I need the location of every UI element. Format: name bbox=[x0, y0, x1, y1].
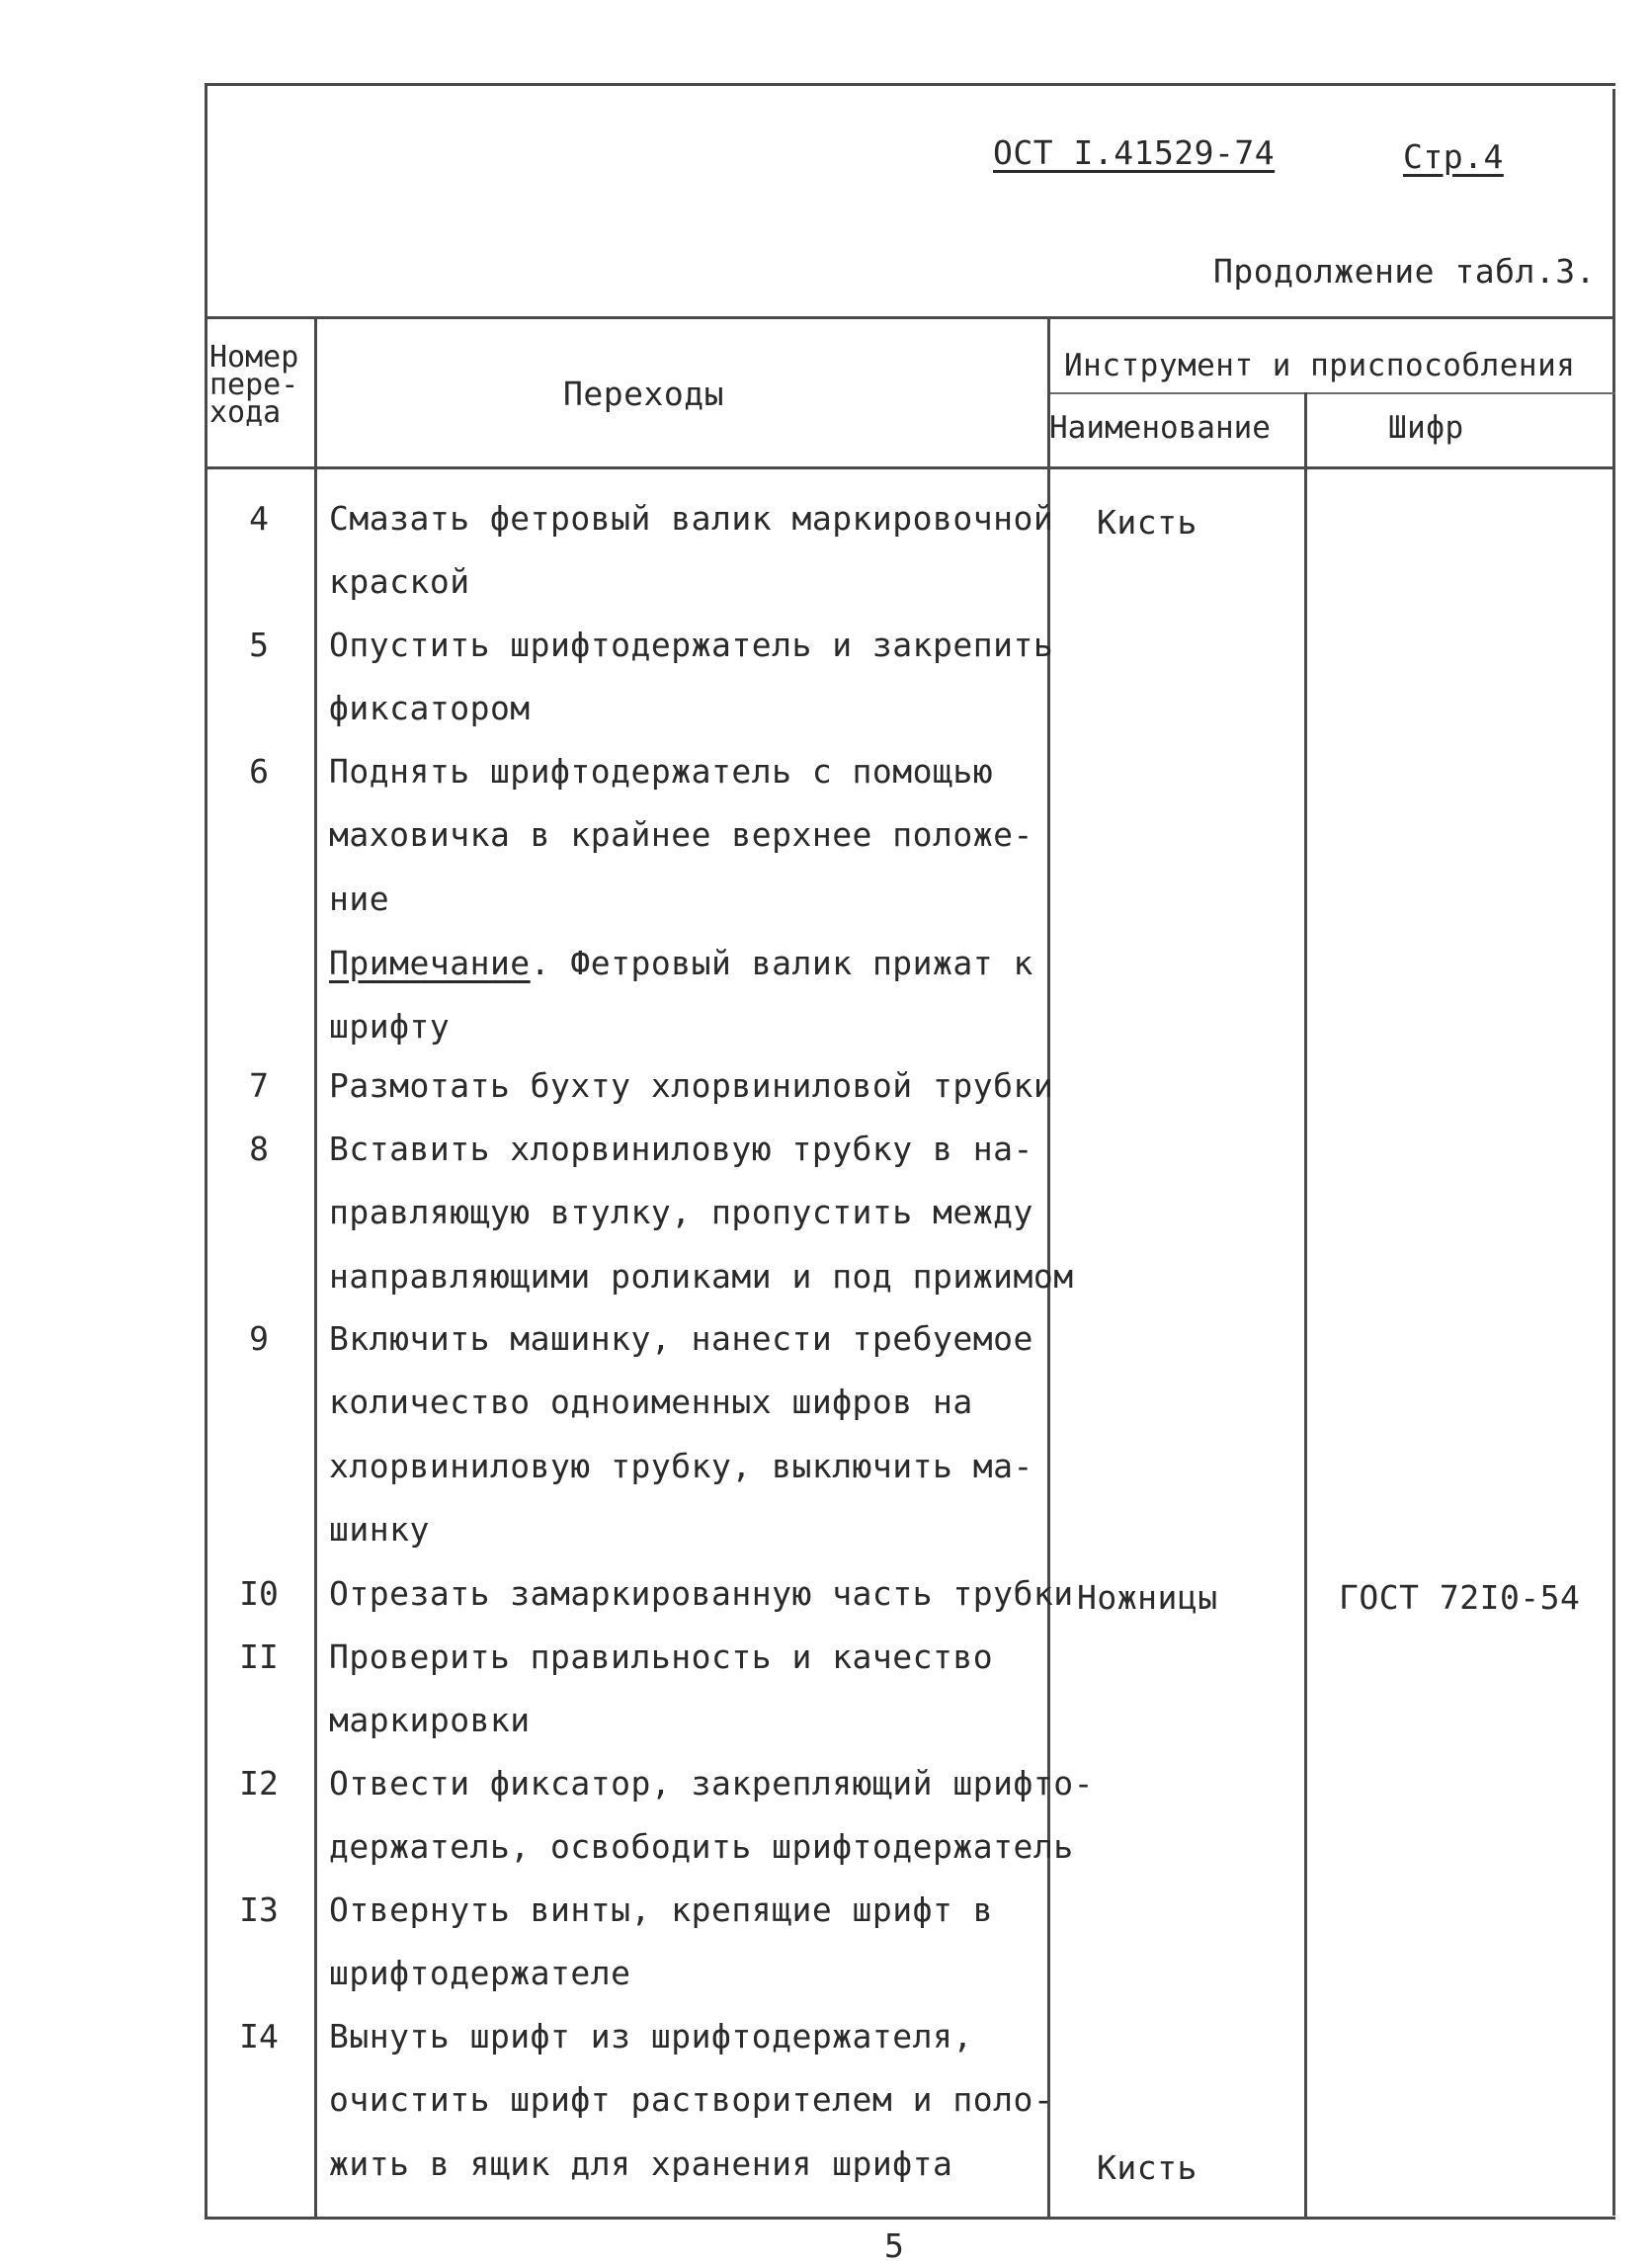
note-label: Примечание bbox=[329, 944, 531, 982]
table-continuation: Продолжение табл.3. bbox=[1213, 252, 1596, 291]
transition-line bbox=[329, 944, 1033, 982]
transition-line: шрифтодержателе bbox=[329, 1954, 631, 1993]
transition-line: Поднять шрифтодержатель с помощью bbox=[329, 752, 994, 791]
transition-line: Включить машинку, нанести требуемое bbox=[329, 1319, 1033, 1358]
frame-bottom bbox=[205, 2217, 1615, 2220]
row-number: 9 bbox=[249, 1319, 269, 1358]
header-tools-group: Инструмент и приспособления bbox=[1064, 348, 1576, 383]
table-top-rule bbox=[205, 316, 1615, 319]
tools-subheader-rule bbox=[1047, 392, 1615, 394]
header-tool-name: Наименование bbox=[1049, 410, 1271, 446]
row-number: II bbox=[239, 1637, 279, 1676]
note-text: . Фетровый валик прижат к bbox=[530, 944, 1033, 982]
tool-code: ГОСТ 72I0-54 bbox=[1339, 1578, 1581, 1617]
transition-line: направляющими роликами и под прижимом bbox=[329, 1256, 1074, 1296]
header-tool-code: Шифр bbox=[1388, 410, 1464, 446]
transition-line: ние bbox=[329, 879, 390, 918]
transition-line: шинку bbox=[329, 1509, 430, 1549]
row-number: 8 bbox=[249, 1130, 269, 1168]
tool-name: Кисть bbox=[1097, 503, 1198, 542]
transition-line: Отрезать замаркированную часть трубки bbox=[329, 1574, 1074, 1613]
frame-right bbox=[1612, 89, 1615, 2216]
transition-line: маховичка в крайнее верхнее положе- bbox=[329, 815, 1033, 855]
row-number: 5 bbox=[249, 626, 269, 664]
transition-line: Размотать бухту хлорвиниловой трубки bbox=[329, 1066, 1054, 1105]
header-number-line-2: пере- bbox=[209, 368, 299, 402]
page-label: Стр.4 bbox=[1403, 137, 1504, 176]
transition-line: очистить шрифт растворителем и поло- bbox=[329, 2080, 1054, 2120]
row-number: I0 bbox=[239, 1574, 279, 1613]
transition-line: Смазать фетровый валик маркировочной bbox=[329, 499, 1054, 538]
frame-left bbox=[205, 83, 207, 2220]
transition-line: Вставить хлорвиниловую трубку в на- bbox=[329, 1130, 1033, 1168]
transition-line: правляющую втулку, пропустить между bbox=[329, 1193, 1033, 1232]
transition-line: Отвести фиксатор, закрепляющий шрифто- bbox=[329, 1764, 1094, 1803]
row-number: I3 bbox=[239, 1890, 279, 1929]
tool-name: Кисть bbox=[1097, 2147, 1198, 2187]
transition-line: держатель, освободить шрифтодержатель bbox=[329, 1827, 1074, 1867]
header-number bbox=[209, 340, 312, 430]
transition-line: хлорвиниловую трубку, выключить ма- bbox=[329, 1446, 1033, 1485]
row-number: 6 bbox=[249, 752, 269, 791]
header-transitions: Переходы bbox=[563, 375, 724, 413]
page-number: 5 bbox=[884, 2226, 905, 2265]
transition-line: Вынуть шрифт из шрифтодержателя, bbox=[329, 2017, 973, 2055]
frame-top bbox=[205, 83, 1615, 86]
tool-name: Ножницы bbox=[1077, 1578, 1218, 1617]
transition-line: количество одноименных шифров на bbox=[329, 1383, 973, 1422]
transition-line: Отвернуть винты, крепящие шрифт в bbox=[329, 1890, 994, 1929]
header-number-line-3: хода bbox=[209, 395, 282, 430]
row-number: 4 bbox=[249, 499, 269, 538]
transition-line: Опустить шрифтодержатель и закрепить bbox=[329, 626, 1054, 664]
standard-code: ОСТ I.41529-74 bbox=[993, 133, 1276, 172]
transition-line: фиксатором bbox=[329, 689, 531, 728]
row-number: 7 bbox=[249, 1066, 269, 1105]
transition-line: шрифту bbox=[329, 1007, 451, 1047]
row-number: I4 bbox=[239, 2017, 279, 2055]
transition-line: краской bbox=[329, 562, 470, 602]
col-divider-tools bbox=[1304, 392, 1307, 2217]
transition-line: Проверить правильность и качество bbox=[329, 1637, 994, 1676]
header-bottom-rule bbox=[205, 466, 1615, 469]
col-divider-number bbox=[314, 316, 317, 2217]
row-number: I2 bbox=[239, 1764, 279, 1803]
transition-line: жить в ящик для хранения шрифта bbox=[329, 2143, 953, 2183]
header-number-line-1: Номер bbox=[209, 340, 299, 375]
transition-line: маркировки bbox=[329, 1701, 531, 1740]
